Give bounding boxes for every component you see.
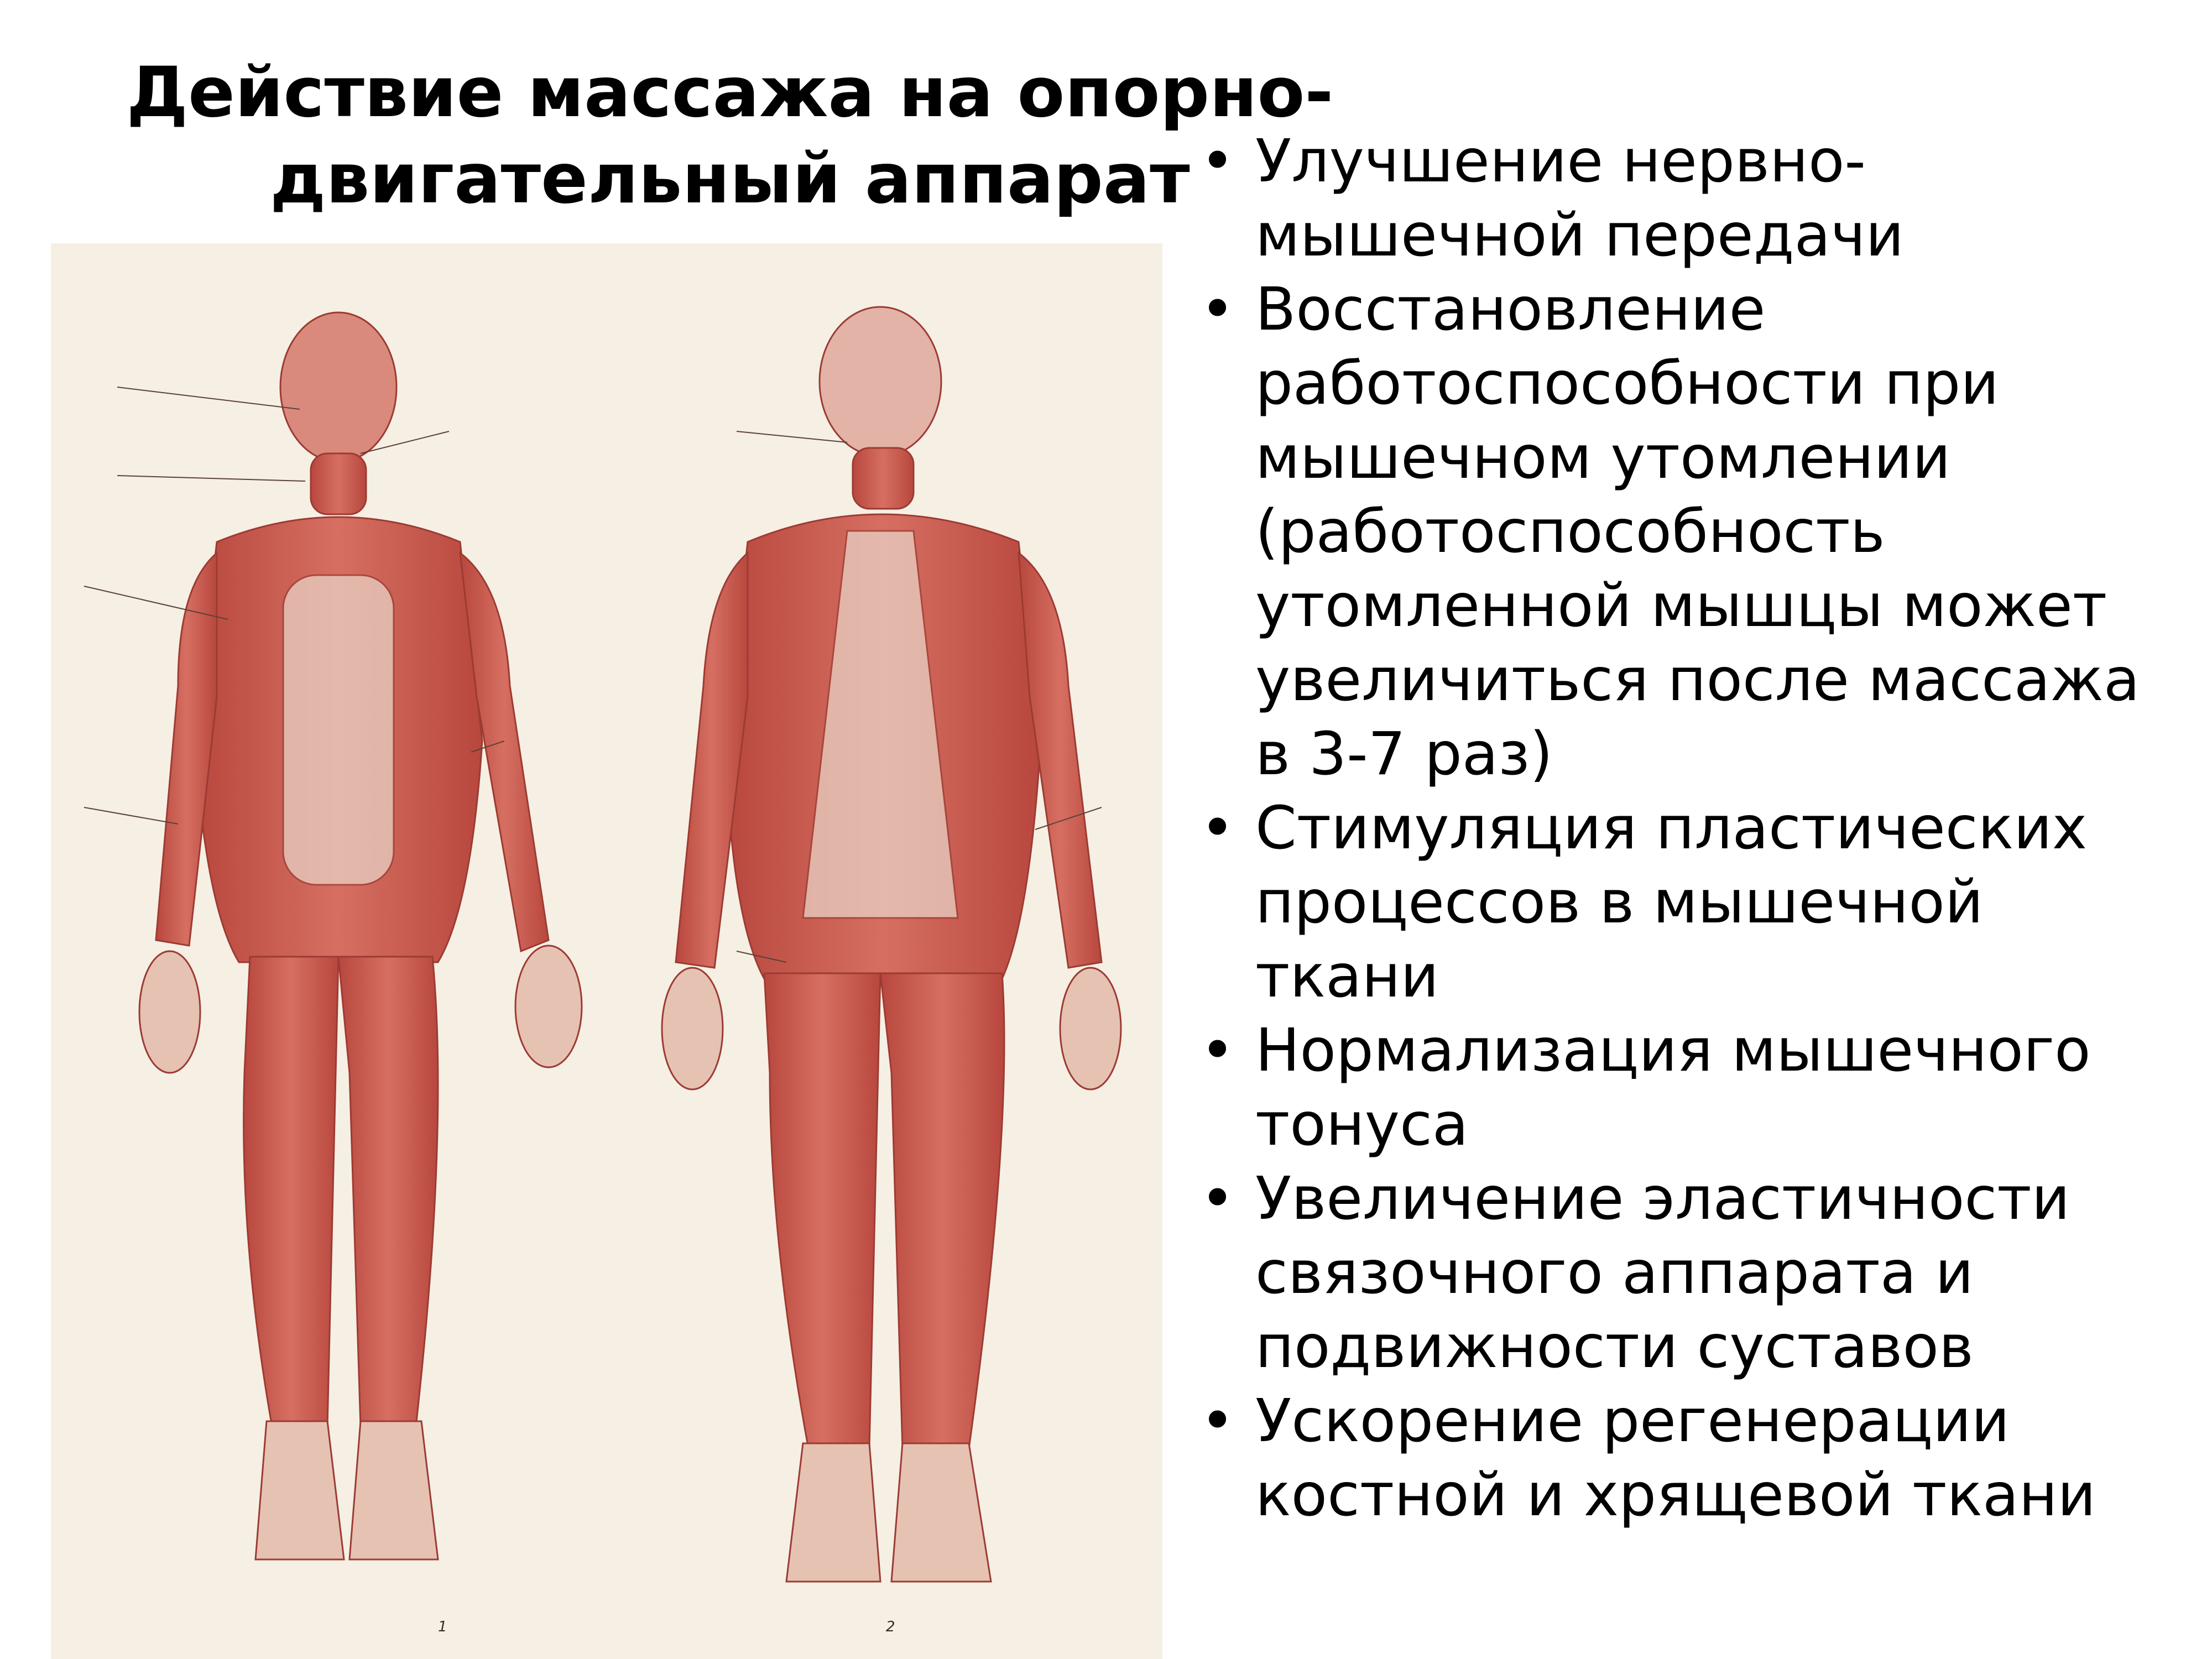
caption-front: 1 xyxy=(438,1619,447,1635)
back-figure xyxy=(662,307,1121,1582)
anatomy-muscles-illustration xyxy=(51,243,1162,1659)
title-line-2: двигательный аппарат xyxy=(270,139,1190,219)
bullet-icon: • xyxy=(1200,1165,1235,1233)
list-item-text: Восстановление работоспособности при мышечном утомлении (работоспособность утомленной мышцы может увеличиться после массажа в 3-7 раз) xyxy=(1255,275,2140,789)
bullet-icon: • xyxy=(1200,127,1235,196)
list-item xyxy=(1189,1014,2201,1162)
title-line-1: Действие массажа на опорно- xyxy=(126,53,1334,133)
list-item xyxy=(1189,124,2201,273)
list-item xyxy=(1189,1162,2201,1384)
list-item xyxy=(1189,791,2201,1014)
list-item-text: Увеличение эластичности связочного аппарата и подвижности суставов xyxy=(1255,1165,2070,1381)
list-item-text: Ускорение регенерации костной и хрящевой ткани xyxy=(1255,1387,2096,1530)
list-item-text: Улучшение нервно- мышечной передачи xyxy=(1255,127,1904,270)
bullet-icon: • xyxy=(1200,794,1235,863)
front-figure xyxy=(139,312,582,1559)
caption-back: 2 xyxy=(886,1619,895,1635)
benefits-list xyxy=(1189,124,2201,1532)
list-item xyxy=(1189,1384,2201,1532)
bullet-icon: • xyxy=(1200,1387,1235,1455)
list-item xyxy=(1189,273,2201,791)
bullet-icon: • xyxy=(1200,275,1235,344)
list-item-text: Стимуляция пластических процессов в мышечной ткани xyxy=(1255,794,2088,1011)
list-item-text: Нормализация мышечного тонуса xyxy=(1255,1016,2091,1159)
bullet-icon: • xyxy=(1200,1016,1235,1085)
anatomy-figure xyxy=(51,243,1162,1659)
